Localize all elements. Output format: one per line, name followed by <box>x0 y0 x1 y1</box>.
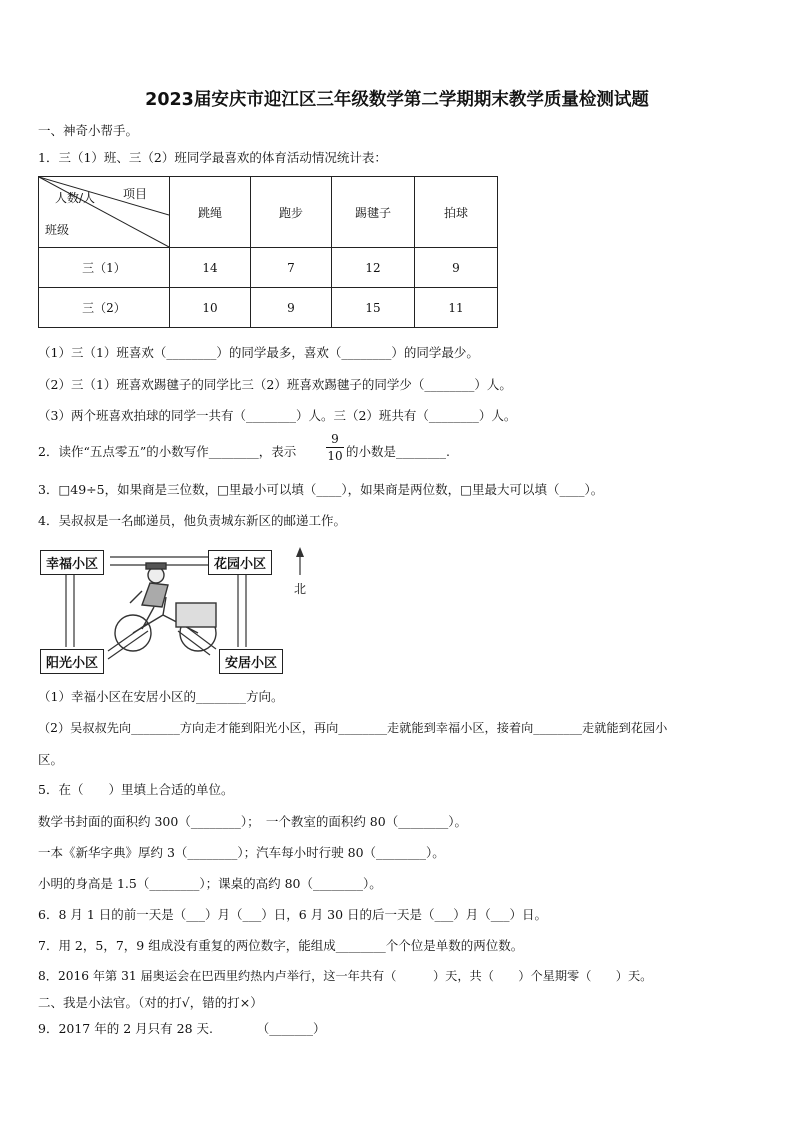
fraction-denominator: 10 <box>327 449 343 463</box>
table-row <box>39 248 498 288</box>
question-1-3: （3）两个班喜欢拍球的同学一共有（________）人。三（2）班共有（________）人。 <box>38 408 517 423</box>
table-header: 跳绳 <box>170 177 251 248</box>
question-4-1: （1）幸福小区在安居小区的________方向。 <box>38 689 284 704</box>
table-cell: 10 <box>170 288 251 328</box>
question-4-2-cont: 区。 <box>38 752 64 767</box>
question-4-2: （2）吴叔叔先向________方向走才能到阳光小区，再向________走就能到幸福小区，接着向________走就能到花园小 <box>38 721 668 735</box>
table-header: 跑步 <box>251 177 332 248</box>
map-label-anju: 安居小区 <box>219 649 283 674</box>
question-5-1: 数学书封面的面积约 300（________）； 一个教室的面积约 80（________）。 <box>38 814 467 829</box>
question-5: 5．在（ ）里填上合适的单位。 <box>38 782 234 797</box>
table-cell: 15 <box>332 288 415 328</box>
section-heading-1: 一、神奇小帮手。 <box>38 123 139 138</box>
section-heading-2: 二、我是小法官。（对的打√，错的打×） <box>38 995 263 1010</box>
table-cell: 11 <box>415 288 498 328</box>
table-cell: 9 <box>415 248 498 288</box>
question-2-start: 2．读作“五点零五”的小数写作________，表示 <box>38 444 297 459</box>
fraction-nine-tenths <box>326 432 344 463</box>
question-7: 7．用 2，5，7，9 组成没有重复的两位数字，能组成________个个位是单数的两位数。 <box>38 938 524 953</box>
table-cell: 14 <box>170 248 251 288</box>
row-label: 三（2） <box>39 288 170 328</box>
question-1-1: （1）三（1）班喜欢（________）的同学最多，喜欢（________）的同学最少。 <box>38 345 479 360</box>
page-title: 2023届安庆市迎江区三年级数学第二学期期末教学质量检测试题 <box>145 90 649 110</box>
table-header: 拍球 <box>415 177 498 248</box>
question-8: 8．2016 年第 31 届奥运会在巴西里约热内卢举行，这一年共有（ ）天，共（ ）个星期零（ ）天。 <box>38 969 653 983</box>
table-cell: 9 <box>251 288 332 328</box>
map-label-xingfu: 幸福小区 <box>40 550 104 575</box>
map-label-yangguang: 阳光小区 <box>40 649 104 674</box>
table-cell: 7 <box>251 248 332 288</box>
stats-table <box>38 176 498 328</box>
question-9: 9．2017 年的 2 月只有 28 天. （_______） <box>38 1021 326 1036</box>
table-cell: 12 <box>332 248 415 288</box>
question-4: 4．吴叔叔是一名邮递员，他负责城东新区的邮递工作。 <box>38 513 346 528</box>
corner-label-count: 人数/人 <box>55 191 96 205</box>
question-5-2: 一本《新华字典》厚约 3（________）；汽车每小时行驶 80（________）。 <box>38 845 445 860</box>
corner-label-class: 班级 <box>45 223 70 237</box>
question-3: 3．□49÷5，如果商是三位数，□里最小可以填（____），如果商是两位数，□里最大可以填（____）。 <box>38 482 604 497</box>
row-label: 三（1） <box>39 248 170 288</box>
map-label-huayuan: 花园小区 <box>208 550 272 575</box>
question-6: 6．8 月 1 日的前一天是（___）月（___）日，6 月 30 日的后一天是（___）月（___）日。 <box>38 907 548 922</box>
table-row <box>39 288 498 328</box>
question-2-end: 的小数是________. <box>346 444 450 459</box>
corner-label-item: 项目 <box>123 187 148 201</box>
table-header: 踢毽子 <box>332 177 415 248</box>
table-corner-cell <box>39 177 170 248</box>
north-label: 北 <box>294 582 307 596</box>
question-1: 1．三（1）班、三（2）班同学最喜欢的体育活动情况统计表： <box>38 150 387 165</box>
fraction-numerator: 9 <box>331 432 339 446</box>
question-5-3: 小明的身高是 1.5（________）；课桌的高约 80（________）。 <box>38 876 382 891</box>
question-1-2: （2）三（1）班喜欢踢毽子的同学比三（2）班喜欢踢毽子的同学少（________）人。 <box>38 377 512 392</box>
